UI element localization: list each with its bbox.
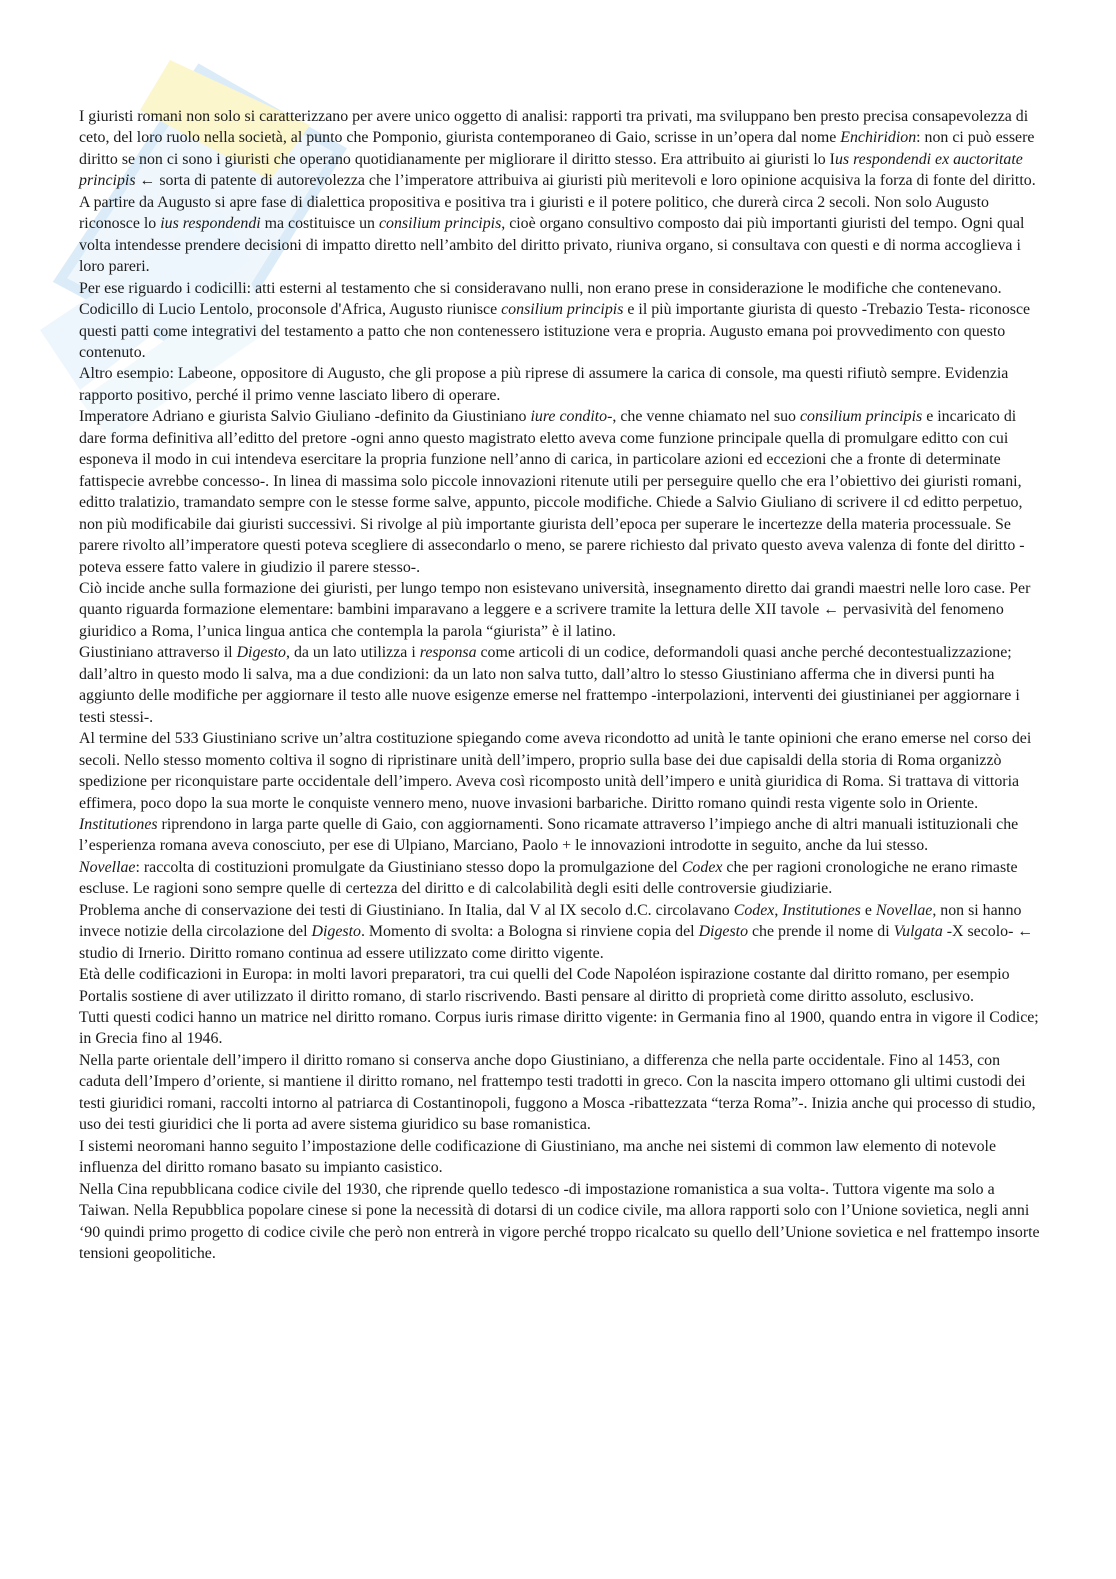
paragraph — [79, 900, 1043, 964]
text-run: ← sorta di patente di autorevolezza che l’imperatore attribuiva ai giuristi più meritevoli e loro opinione acquisiva la forza di fonte del diritto. — [135, 172, 1036, 190]
text-run: e il più importante giurista di questo -Trebazio Testa- riconosce questi patti come integrativi del testamento a patto che non contenessero istituzione vera e propria. Augusto emana poi provvedimento con questo contenuto. — [79, 301, 1031, 361]
italic-term: consilium principis — [799, 408, 923, 426]
italic-term: Digesto — [698, 923, 749, 941]
document-body — [79, 106, 1043, 1264]
paragraph — [79, 363, 1043, 406]
text-run: A partire da Augusto si apre fase di dialettica propositiva e positiva tra i giuristi e il potere politico, che durerà circa 2 secoli. Non solo Augusto riconosce lo — [79, 193, 989, 233]
italic-term: Codex — [681, 858, 723, 876]
paragraph — [79, 106, 1043, 192]
paragraph — [79, 857, 1043, 900]
text-run: Al termine del 533 Giustiniano scrive un’altra costituzione spiegando come aveva ricondotto ad unità le tante opinioni che erano emerse nel corso dei secoli. Nello stesso momento coltiva il sogno di ripristinare unità dell’impero, proprio sulla base dei due capisaldi della storia di Roma organizzò spedizione per riconquistare parte occidentale dell’impero. Aveva così ricomposto unità dell’impero e unità giuridica di Roma. Si trattava di vittoria effimera, poco dopo la sua morte le conquiste vennero meno, nuove invasioni barbariche. Diritto romano quindi resta vigente solo in Oriente. — [79, 730, 1032, 812]
paragraph — [79, 278, 1043, 364]
paragraph — [79, 964, 1043, 1007]
text-run: e incaricato di dare forma definitiva all’editto del pretore -ogni anno questo magistrato eletto aveva come funzione principale quella di promulgare editto con cui esponeva il modo in cui intendeva esercitare la propria funzione nell’anno di carica, in particolare azioni ed eccezioni che a fronte di determinate fattispecie avrebbe concesso-. In linea di massima solo piccole innovazioni ritenute utili per perseguire quello che era l’obiettivo dei giuristi romani, editto tralatizio, tramandato sempre con le stesse forme salve, appunto, piccole modifiche. Chiede a Salvio Giuliano di scrivere il cd editto perpetuo, non più modificabile dai giuristi successivi. Si rivolge al più importante giurista dell’epoca per superare le incertezze della materia processuale. Se parere rivolto all’imperatore questi poteva scegliere di assecondarlo o meno, se parere richiesto dal privato questo aveva valenza di fonte del diritto -poteva essere fatto valere in giudizio il parere stesso-. — [79, 408, 1025, 576]
text-run: -, che venne chiamato nel suo — [607, 408, 800, 426]
text-run: , non si hanno invece notizie della circolazione del — [79, 901, 1022, 941]
text-run: . Momento di svolta: a Bologna si rinviene copia del — [360, 923, 699, 941]
text-run: che prende il nome di — [748, 923, 894, 941]
italic-term: ius respondendi — [160, 215, 261, 233]
italic-term: Institutiones — [782, 901, 861, 919]
text-run: Nella parte orientale dell’impero il diritto romano si conserva anche dopo Giustiniano, a differenza che nella parte occidentale. Fino al 1453, con caduta dell’Impero d’oriente, si mantiene il diritto romano, nel frattempo testi tradotti in greco. Con la nascita impero ottomano gli ultimi custodi dei testi giuridici romani, raccolti intorno al patriarca di Costantinopoli, fuggono a Mosca -ribattezzata “terza Roma”-. Inizia anche qui processo di studio, uso dei testi giuridici che li porta ad avere sistema giuridico su base romanistica. — [79, 1051, 1036, 1134]
text-run: , — [774, 901, 783, 919]
text-run: Altro esempio: Labeone, oppositore di Augusto, che gli propose a più riprese di assumere la carica di console, ma questi rifiutò sempre. Evidenzia rapporto positivo, perché il primo venne lasciato libero di operare. — [79, 365, 1009, 404]
italic-term: iure condito — [530, 408, 608, 426]
text-run: I sistemi neoromani hanno seguito l’impostazione delle codificazione di Giustiniano, ma anche nei sistemi di common law elemento di notevole influenza del diritto romano basato su impianto casistico. — [79, 1137, 997, 1177]
italic-term: responsa — [419, 644, 477, 662]
text-run: , da un lato utilizza i — [286, 644, 420, 662]
italic-term: consilium principis — [378, 215, 502, 233]
text-run: Tutti questi codici hanno un matrice nel diritto romano. Corpus iuris rimase diritto vigente: in Germania fino al 1900, quando entra in vigore il Codice; in Grecia fino al 1946. — [79, 1009, 1039, 1048]
paragraph — [79, 1179, 1043, 1265]
text-run: riprendono in larga parte quelle di Gaio, con aggiornamenti. Sono ricamate attraverso l’impiego anche di altri manuali istituzionali che l’esperienza romana aveva conosciuto, per ese di Ulpiano, Marciano, Paolo + le innovazioni introdotte in seguito, anche da lui stesso. — [79, 815, 1019, 855]
paragraph — [79, 1050, 1043, 1136]
italic-term: Institutiones — [79, 815, 158, 833]
italic-term: Novellae — [79, 858, 136, 876]
text-run: Problema anche di conservazione dei testi di Giustiniano. In Italia, dal V al IX secolo d.C. circolavano — [79, 901, 734, 919]
text-run: ma costituisce un — [260, 215, 379, 233]
italic-term: Novellae — [875, 901, 933, 919]
text-run: : non ci può essere diritto se non ci sono i giuristi che operano quotidianamente per migliorare il diritto stesso. Era attribuito ai giuristi lo I — [79, 129, 1035, 168]
paragraph — [79, 642, 1043, 728]
text-run: : raccolta di costituzioni promulgate da Giustiniano stesso dopo la promulgazione del — [135, 858, 682, 876]
paragraph — [79, 814, 1043, 857]
italic-term: us respondendi ex auctoritate principis — [79, 150, 1023, 190]
text-run: Imperatore Adriano e giurista Salvio Giuliano -definito da Giustiniano — [79, 408, 531, 426]
text-run: -X secolo- ← studio di Irnerio. Diritto romano continua ad essere utilizzato come diritto vigente. — [79, 923, 1034, 962]
paragraph — [79, 1007, 1043, 1050]
text-run: Giustiniano attraverso il — [79, 644, 237, 662]
italic-term: consilium principis — [501, 301, 624, 319]
italic-term: Digesto — [311, 923, 361, 941]
text-run: , cioè organo consultivo composto dai più importanti giuristi del tempo. Ogni qual volta intendesse prendere decisioni di impatto diretto nell’ambito del diritto privato, riuniva organo, si consultava con questi e di norma accoglieva i loro pareri. — [79, 215, 1025, 276]
text-run: Nella Cina repubblicana codice civile del 1930, che riprende quello tedesco -di impostazione romanistica a sua volta-. Tuttora vigente ma solo a Taiwan. Nella Repubblica popolare cinese si pone la necessità di dotarsi di un codice civile, ma allora rapporti solo con l’Unione sovietica, negli anni ‘90 quindi primo progetto di codice civile che però non entrerà in vigore perché troppo ricalcato su quello dell’Unione sovietica e nel frattempo insorte tensioni geopolitiche. — [79, 1180, 1040, 1263]
italic-term: Vulgata — [893, 923, 943, 941]
text-run: come articoli di un codice, deformandoli quasi anche perché decontestualizzazione; dall’altro in questo modo li salva, ma a due condizioni: da un lato non salva tutto, dall’altro lo stesso Giustiniano afferma che in diversi punti ha aggiunto delle modifiche per aggiornare il testo alle nuove esigenze emerse nel frattempo -interpolazioni, interventi dei giustinianei per aggiornare i testi stessi-. — [79, 644, 1020, 726]
paragraph — [79, 728, 1043, 814]
italic-term: Codex — [733, 901, 775, 919]
text-run: Per ese riguardo i codicilli: atti esterni al testamento che si consideravano nulli, non erano prese in considerazione le modifiche che contenevano. Codicillo di Lucio Lentolo, proconsole d'Africa, Augusto riunisce — [79, 279, 1002, 319]
text-run: I giuristi romani non solo si caratterizzano per avere unico oggetto di analisi: rapporti tra privati, ma sviluppano ben presto precisa consapevolezza di ceto, del loro ruolo nella società, al punto che Pomponio, giurista contemporaneo di Gaio, scrisse in un’opera dal nome — [79, 108, 1029, 147]
text-run: e — [860, 901, 876, 919]
paragraph — [79, 1136, 1043, 1179]
text-run: che per ragioni cronologiche ne erano rimaste escluse. Le ragioni sono sempre quelle di certezza del diritto e di calcolabilità degli esiti delle controversie giudiziarie. — [79, 858, 1018, 898]
italic-term: Enchiridion — [840, 129, 917, 147]
italic-term: Digesto — [236, 644, 286, 662]
paragraph — [79, 192, 1043, 278]
text-run: Età delle codificazioni in Europa: in molti lavori preparatori, tra cui quelli del Code Napoléon ispirazione costante dal diritto romano, per esempio Portalis sostiene di aver utilizzato il diritto romano, di starlo riscrivendo. Basti pensare al diritto di proprietà come diritto assoluto, esclusivo. — [79, 966, 1010, 1005]
text-run: Ciò incide anche sulla formazione dei giuristi, per lungo tempo non esistevano università, insegnamento diretto dai grandi maestri nelle loro case. Per quanto riguarda formazione elementare: bambini imparavano a leggere e a scrivere tramite la lettura delle XII tavole ← pervasività del fenomeno giuridico a Roma, l’unica lingua antica che contempla la parola “giurista” è il latino. — [79, 579, 1031, 640]
paragraph — [79, 578, 1043, 642]
paragraph — [79, 406, 1043, 578]
